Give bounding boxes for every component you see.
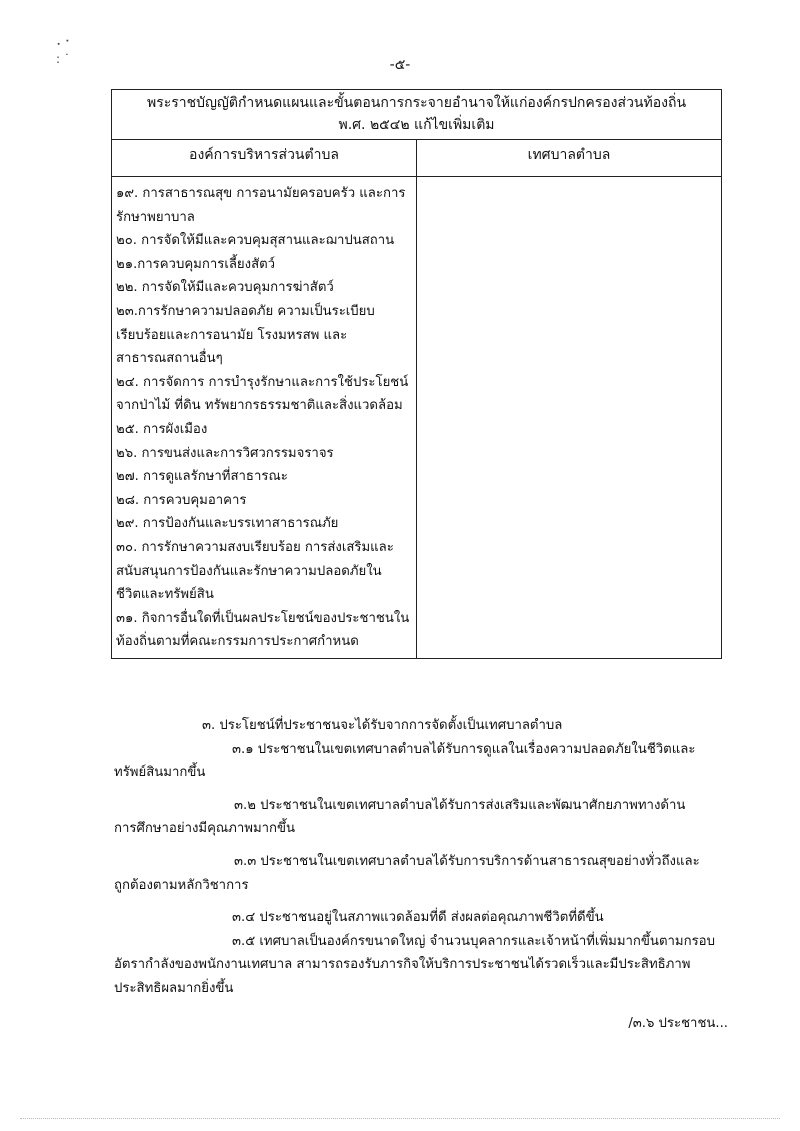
list-item: ๒๕. การผังเมือง xyxy=(116,421,208,437)
list-item: ๒๓.การรักษาความปลอดภัย ความเป็นระเบียบ xyxy=(116,303,375,319)
comparison-table xyxy=(111,89,722,659)
paragraph-3-4-line1: ๓.๔ ประชาชนอยู่ในสภาพแวดล้อมที่ดี ส่งผลต่อคุณภาพชีวิตที่ดีขึ้น xyxy=(232,910,604,926)
list-item: ๒๖. การขนส่งและการวิศวกรรมจราจร xyxy=(116,445,334,461)
list-item: ๓๑. กิจการอื่นใดที่เป็นผลประโยชน์ของประชาชนใน xyxy=(116,610,410,626)
table-title-line2: พ.ศ. ๒๕๔๒ แก้ไขเพิ่มเติม xyxy=(338,117,495,133)
list-item: ชีวิตและทรัพย์สิน xyxy=(116,587,214,603)
table-title-line1: พระราชบัญญัติกำหนดแผนและขั้นตอนการกระจายอำนาจให้แก่องค์กรปกครองส่วนท้องถิ่น xyxy=(146,95,687,111)
paragraph-3-5-line1: ๓.๕ เทศบาลเป็นองค์กรขนาดใหญ่ จำนวนบุคลากรและเจ้าหน้าที่เพิ่มมากขึ้นตามกรอบ xyxy=(232,933,715,949)
section-heading: ๓. ประโยชน์ที่ประชาชนจะได้รับจากการจัดตั้งเป็นเทศบาลตำบล xyxy=(202,718,563,733)
list-item: ๒๔. การจัดการ การบำรุงรักษาและการใช้ประโยชน์ xyxy=(116,374,409,390)
list-item: ๒๑.การควบคุมการเลี้ยงสัตว์ xyxy=(116,256,276,272)
list-item: รักษาพยาบาล xyxy=(116,209,195,225)
list-item: เรียบร้อยและการอนามัย โรงมหรสพ และ xyxy=(116,327,348,343)
column-header-left: องค์การบริหารส่วนตำบล xyxy=(112,140,417,177)
continuation-note: /๓.๖ ประชาชน... xyxy=(628,1016,728,1031)
paragraph-3-5-line3: ประสิทธิผลมากยิ่งขึ้น xyxy=(114,980,234,996)
table-title xyxy=(112,90,722,140)
scan-specks: ⠂⠁ : ˙ xyxy=(56,38,74,66)
list-item: ๒๘. การควบคุมอาคาร xyxy=(116,492,247,508)
left-column-items xyxy=(112,177,417,659)
right-column-empty xyxy=(417,177,722,659)
list-item: ๓๐. การรักษาความสงบเรียบร้อย การส่งเสริมและ xyxy=(116,539,394,555)
paragraph-3-2-line1: ๓.๒ ประชาชนในเขตเทศบาลตำบลได้รับการส่งเสริมและพัฒนาศักยภาพทางด้าน xyxy=(234,797,686,813)
scan-edge-line xyxy=(20,1118,780,1119)
page-number: -๕- xyxy=(389,57,411,73)
list-item: สนับสนุนการป้องกันและรักษาความปลอดภัยใน xyxy=(116,563,382,579)
list-item: ๒๐. การจัดให้มีและควบคุมสุสานและฌาปนสถาน xyxy=(116,233,395,249)
paragraph-3-3-line2: ถูกต้องตามหลักวิชาการ xyxy=(114,877,249,893)
list-item: จากป่าไม้ ที่ดิน ทรัพยากรธรรมชาติและสิ่งแวดล้อม xyxy=(116,398,403,414)
column-header-right: เทศบาลตำบล xyxy=(417,140,722,177)
list-item: ๒๒. การจัดให้มีและควบคุมการฆ่าสัตว์ xyxy=(116,280,334,296)
paragraph-3-5-line2: อัตรากำลังของพนักงานเทศบาล สามารถรองรับภารกิจให้บริการประชาชนได้รวดเร็วและมีประสิทธิภาพ xyxy=(114,957,691,973)
paragraph-3-3-line1: ๓.๓ ประชาชนในเขตเทศบาลตำบลได้รับการบริการด้านสาธารณสุขอย่างทั่วถึงและ xyxy=(234,853,700,869)
list-item: สาธารณสถานอื่นๆ xyxy=(116,351,223,367)
list-item: ท้องถิ่นตามที่คณะกรรมการประกาศกำหนด xyxy=(116,634,359,650)
list-item: ๒๗. การดูแลรักษาที่สาธารณะ xyxy=(116,469,288,485)
list-item: ๒๙. การป้องกันและบรรเทาสาธารณภัย xyxy=(116,516,339,532)
paragraph-3-1-line2: ทรัพย์สินมากขึ้น xyxy=(114,765,206,781)
body-section xyxy=(114,714,734,1001)
paragraph-3-2-line2: การศึกษาอย่างมีคุณภาพมากขึ้น xyxy=(114,821,296,837)
list-item: ๑๙. การสาธารณสุข การอนามัยครอบครัว และการ xyxy=(116,186,406,201)
paragraph-3-1-line1: ๓.๑ ประชาชนในเขตเทศบาลตำบลได้รับการดูแลในเรื่องความปลอดภัยในชีวิตและ xyxy=(232,741,696,757)
